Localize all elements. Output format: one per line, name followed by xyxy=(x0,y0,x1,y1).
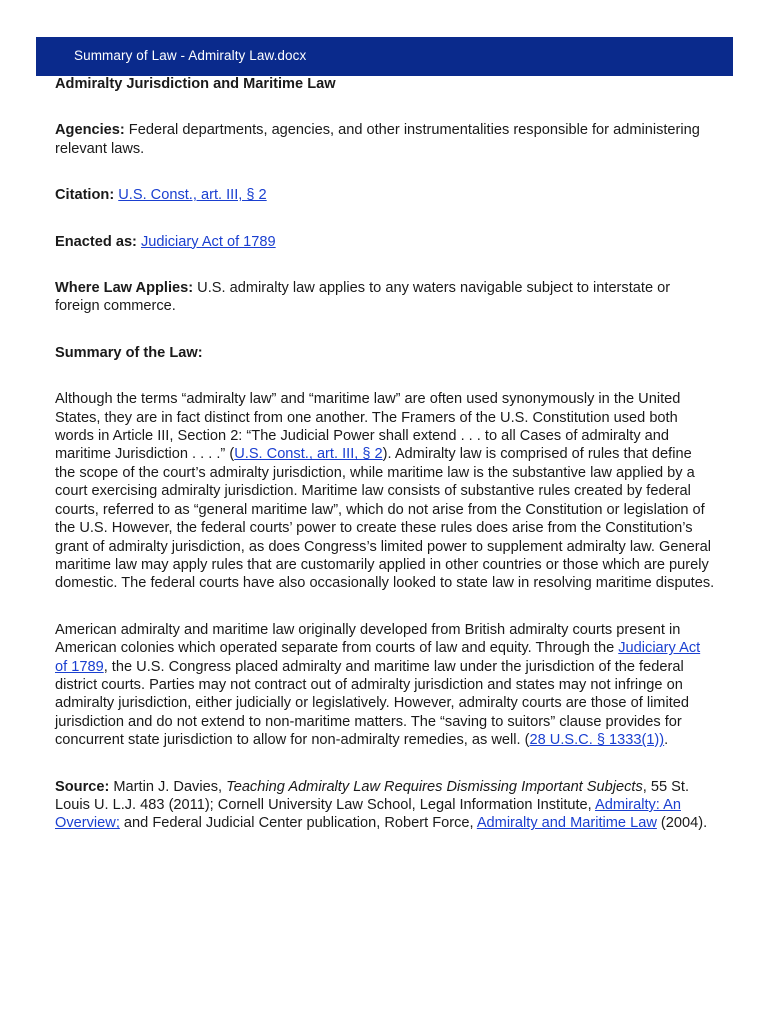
citation-paragraph xyxy=(55,186,715,204)
enacted-link[interactable]: Judiciary Act of 1789 xyxy=(140,233,276,250)
summary-paragraph-2: American admiralty and maritime law originally developed from British admiralty courts present in American colonies which operated separate from courts of law and equity. Through the Judiciary Act of 1789, the U.S. Congress placed admiralty and maritime law under the jurisdiction of the federal district courts. Parties may not contract out of admiralty jurisdiction and states may not infringe on admiralty jurisdiction, either judicially or legislatively. However, admiralty courts are those of limited jurisdiction and do not extend to non-maritime matters. The “saving to suitors” clause provides for concurrent state jurisdiction to allow for non-admiralty remedies, as well. (28 U.S.C. § 1333(1)). xyxy=(55,621,701,749)
document-title-bar xyxy=(36,37,733,76)
admiralty-overview-link[interactable]: Admiralty: An Overview; xyxy=(55,796,681,832)
summary-paragraph-1: Although the terms “admiralty law” and “maritime law” are often used synonymously in the United States, they are in fact distinct from one another. The Framers of the U.S. Constitution used both words in Article III, Section 2: “The Judicial Power shall extend . . . to all Cases of admiralty and maritime Jurisdiction . . . .” (U.S. Const., art. III, § 2). Admiralty law is comprised of rules that define the scope of the court’s admiralty jurisdiction, while maritime law is the substantive law applied by a court exercising admiralty jurisdiction. Maritime law consists of substantive rules created by federal courts, referred to as “general maritime law”, which do not arise from the Constitution or legislation of the U.S. However, the federal courts’ power to create these rules does arise from the Constitution’s grant of admiralty jurisdiction, as does Congress’s limited power to supplement admiralty law. General maritime law may apply rules that are customarily applied in other countries or those which are purely domestic. The federal courts have also occasionally looked to state law in resolving maritime disputes. xyxy=(55,391,715,592)
applies-paragraph xyxy=(55,279,715,316)
document-body xyxy=(55,75,715,861)
applies-label: Where Law Applies: xyxy=(55,280,194,297)
summary-heading: Summary of the Law: xyxy=(55,344,203,361)
applies-text: U.S. admiralty law applies to any waters navigable subject to interstate or foreign commerce. xyxy=(55,280,671,315)
agencies-paragraph xyxy=(55,121,715,158)
agencies-label: Agencies: xyxy=(55,122,125,139)
source-paragraph: Source: Martin J. Davies, Teaching Admiralty Law Requires Dismissing Important Subjects, 55 St. Louis U. L.J. 483 (2011); Cornell University Law School, Legal Information Institute, Admiralty: An Overview; and Federal Judicial Center publication, Robert Force, Admiralty and Maritime Law (2004). xyxy=(55,778,708,832)
document-heading: Admiralty Jurisdiction and Maritime Law xyxy=(55,76,336,92)
source-label: Source: xyxy=(55,778,110,795)
usc-1333-link[interactable]: 28 U.S.C. § 1333(1)) xyxy=(529,732,665,749)
enacted-label: Enacted as: xyxy=(55,233,137,250)
document-filename: Summary of Law - Admiralty Law.docx xyxy=(74,48,307,63)
citation-label: Citation: xyxy=(55,187,115,204)
source-article-title: Teaching Admiralty Law Requires Dismissing Important Subjects xyxy=(226,778,643,795)
agencies-text: Federal departments, agencies, and other instrumentalities responsible for administering relevant laws. xyxy=(55,122,700,157)
admiralty-maritime-law-link[interactable]: Admiralty and Maritime Law xyxy=(476,815,657,832)
const-citation-link[interactable]: U.S. Const., art. III, § 2 xyxy=(234,446,383,463)
citation-link[interactable]: U.S. Const., art. III, § 2 xyxy=(118,187,267,204)
enacted-paragraph xyxy=(55,233,715,251)
judiciary-act-link[interactable]: Judiciary Act of 1789 xyxy=(55,640,701,675)
